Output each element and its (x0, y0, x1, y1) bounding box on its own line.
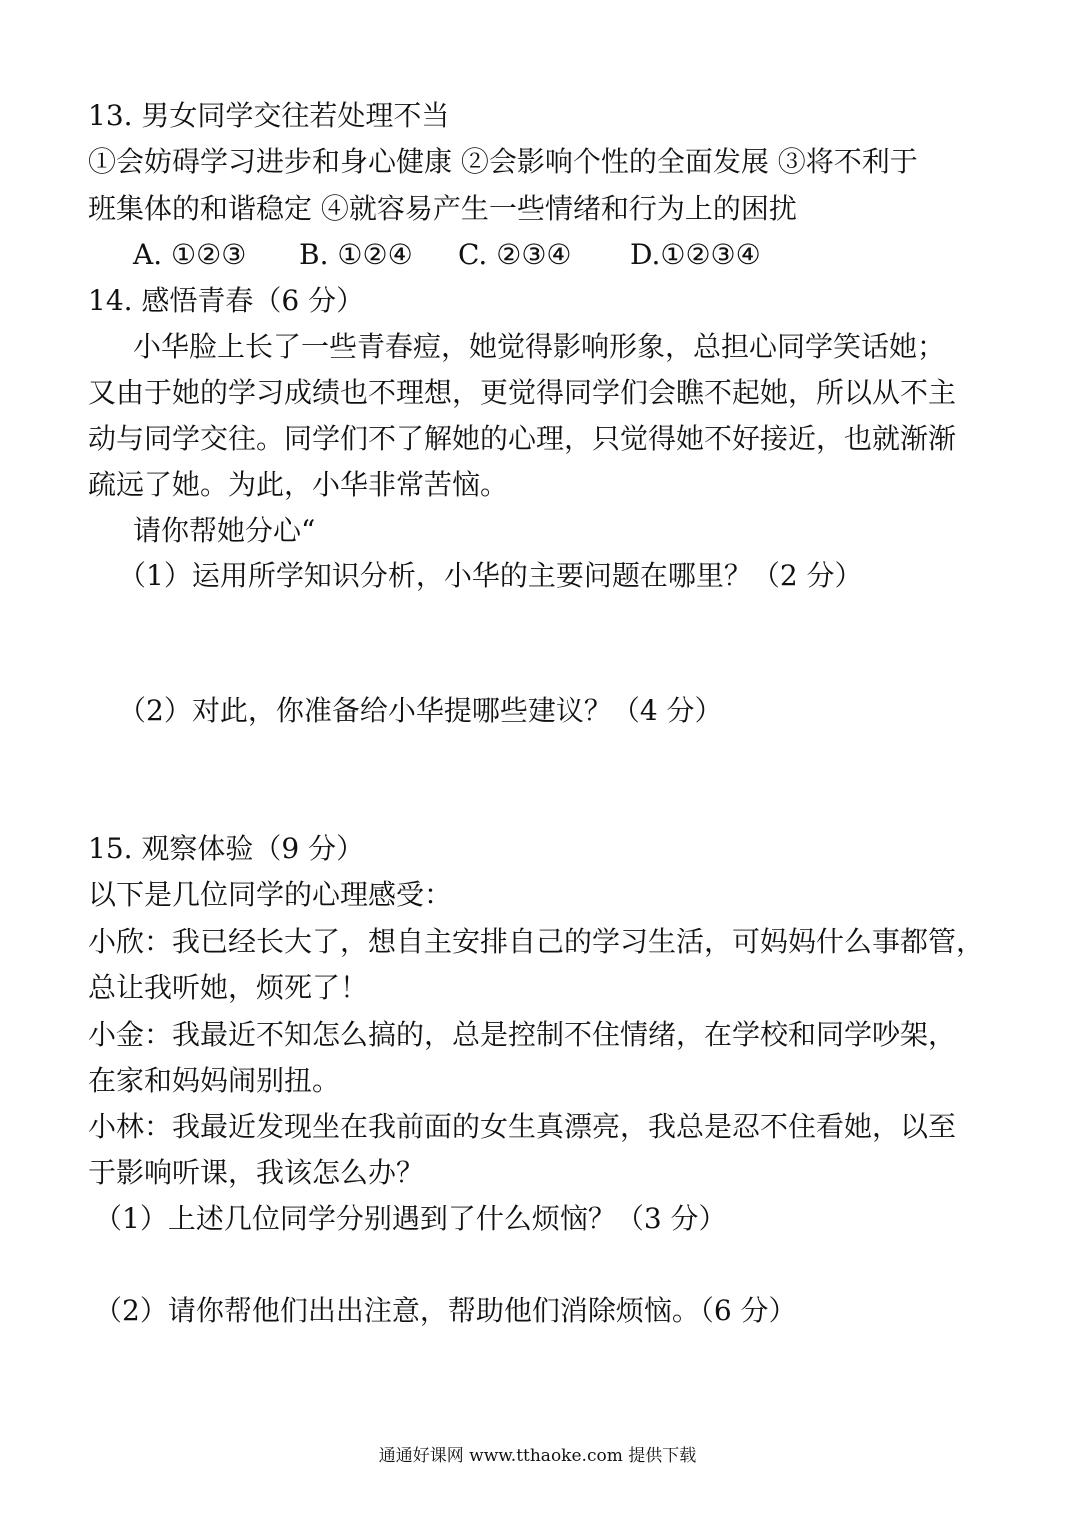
q13-title: 13. 男女同学交往若处理不当 (88, 99, 450, 132)
q14-paragraph-line-1: 小华脸上长了一些青春痘，她觉得影响形象，总担心同学笑话她； (133, 330, 946, 363)
q13-statement-line-1: ①会妨碍学习进步和身心健康 ②会影响个性的全面发展 ③将不利于 (88, 145, 918, 178)
q13-statement-line-2: 班集体的和谐稳定 ④就容易产生一些情绪和行为上的困扰 (88, 192, 797, 225)
q14-title: 14. 感悟青春（6 分） (88, 284, 365, 317)
q14-subquestion-2: （2）对此，你准备给小华提哪些建议？（4 分） (118, 694, 723, 727)
q14-prompt: 请你帮她分心“ (133, 514, 316, 547)
option-d: D.①②③④ (630, 238, 761, 271)
q15-subquestion-2: （2）请你帮他们出出注意，帮助他们消除烦恼。（6 分） (94, 1294, 797, 1327)
footer-source-note: 通通好课网 www.tthaoke.com 提供下载 (378, 1446, 697, 1466)
q15-line-1: 小欣：我已经长大了，想自主安排自己的学习生活，可妈妈什么事都管， (88, 925, 985, 958)
q15-subquestion-1: （1）上述几位同学分别遇到了什么烦恼？（3 分） (94, 1202, 727, 1235)
q15-line-6: 于影响听课，我该怎么办？ (88, 1156, 425, 1189)
q15-line-3: 小金：我最近不知怎么搞的，总是控制不住情绪，在学校和同学吵架， (88, 1018, 957, 1051)
q15-line-5: 小林：我最近发现坐在我前面的女生真漂亮，我总是忍不住看她，以至 (88, 1110, 957, 1143)
q14-subquestion-1: （1）运用所学知识分析，小华的主要问题在哪里？（2 分） (118, 559, 863, 592)
option-c: C. ②③④ (458, 238, 572, 271)
option-b: B. ①②④ (299, 238, 413, 271)
q15-line-2: 总让我听她，烦死了！ (88, 971, 369, 1004)
q13-options (133, 235, 761, 275)
q14-paragraph-line-2: 又由于她的学习成绩也不理想，更觉得同学们会瞧不起她，所以从不主 (88, 376, 957, 409)
q14-paragraph-line-4: 疏远了她。为此，小华非常苦恼。 (88, 468, 509, 501)
option-a: A. ①②③ (133, 238, 247, 271)
q14-paragraph-line-3: 动与同学交往。同学们不了解她的心理，只觉得她不好接近，也就渐渐 (88, 422, 957, 455)
q15-line-4: 在家和妈妈闹别扭。 (88, 1064, 341, 1097)
q15-title: 15. 观察体验（9 分） (88, 832, 365, 865)
q15-intro: 以下是几位同学的心理感受： (88, 878, 453, 911)
